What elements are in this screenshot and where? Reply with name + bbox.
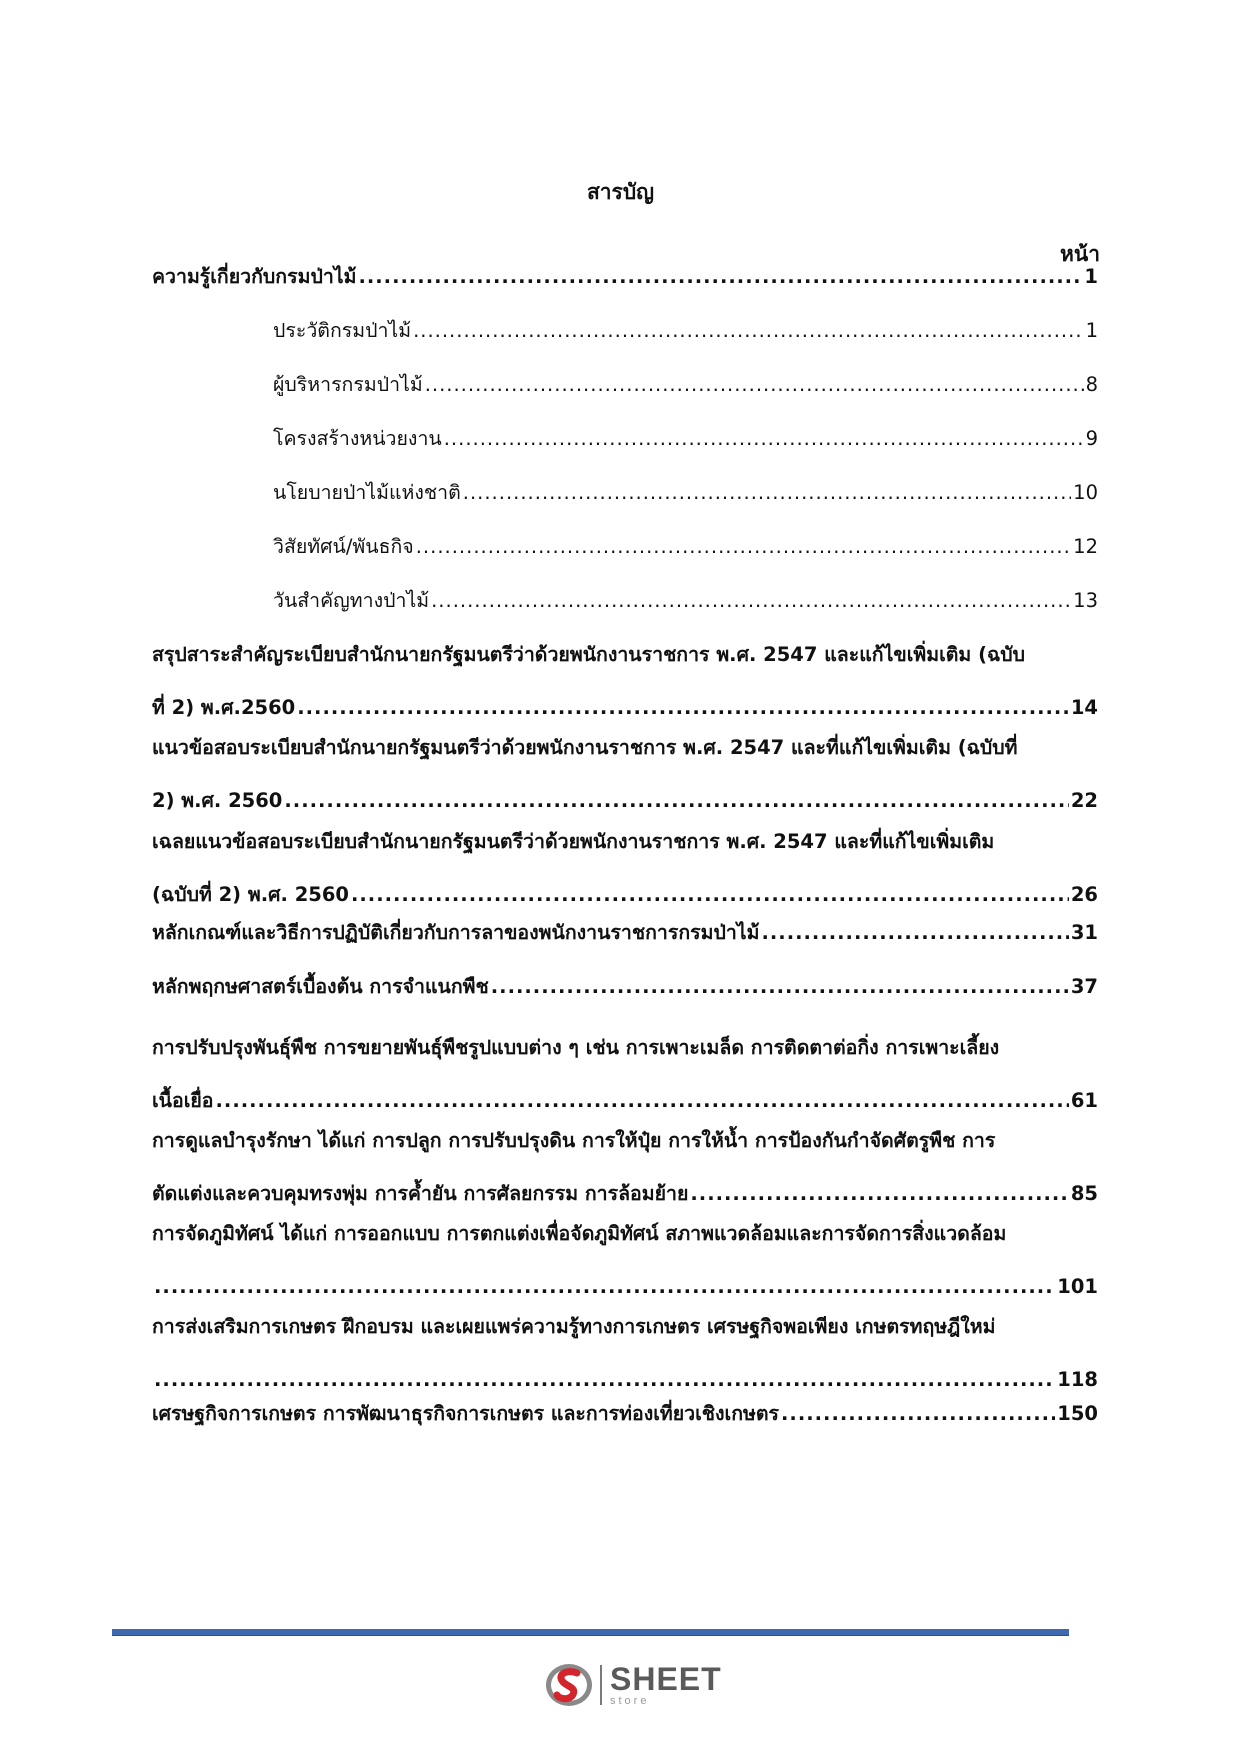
toc-entry-label: ตัดแต่งและควบคุมทรงพุ่ม การค้ำยัน การศัลยกรรม การล้อมย้าย [152, 1182, 689, 1205]
toc-dot-leader [781, 1387, 1055, 1440]
toc-entry-label: ประวัติกรมป่าไม้ [273, 319, 412, 342]
toc-page-number: 13 [1073, 589, 1098, 612]
toc-page-number: 101 [1057, 1275, 1098, 1298]
toc-entry-text-line: แนวข้อสอบระเบียบสำนักนายกรัฐมนตรีว่าด้วยพนักงานราชการ พ.ศ. 2547 และที่แก้ไขเพิ่มเติม (ฉบับที่ [152, 736, 1018, 759]
toc-page-number: 1 [1085, 319, 1098, 342]
toc-dot-leader [491, 960, 1069, 1013]
toc-entry-text-line: การส่งเสริมการเกษตร ฝึกอบรม และเผยแพร่ความรู้ทางการเกษตร เศรษฐกิจพอเพียง เกษตรทฤษฎีใหม่ [152, 1315, 996, 1338]
toc-entry-leader-line [273, 304, 1098, 357]
sheet-store-logo [544, 1657, 722, 1713]
toc-entry-text-line: การดูแลบำรุงรักษา ได้แก่ การปลูก การปรับปรุงดิน การให้ปุ๋ย การให้น้ำ การป้องกันกำจัดศัตรูพืช การ [152, 1129, 996, 1152]
toc-dot-leader [413, 304, 1084, 357]
toc-entry-label: หลักพฤกษศาสตร์เบื้องต้น การจำแนกพืช [152, 975, 489, 998]
toc-page-number: 26 [1070, 883, 1098, 906]
toc-entry-leader-line [273, 574, 1098, 627]
toc-page-number: 61 [1070, 1089, 1098, 1112]
toc-entry-label: ที่ 2) พ.ศ.2560 [152, 696, 296, 719]
sheet-store-s-logo-icon [544, 1660, 594, 1710]
toc-dot-leader [425, 358, 1084, 411]
toc-title: สารบัญ [586, 180, 655, 204]
toc-page-number: 10 [1073, 481, 1098, 504]
toc-dot-leader [358, 250, 1082, 303]
logo-divider [600, 1665, 602, 1705]
logo-main-text: SHEET [610, 1661, 722, 1697]
toc-page-number: 8 [1085, 373, 1098, 396]
toc-entry-label: ผู้บริหารกรมป่าไม้ [273, 373, 423, 396]
toc-entry[interactable] [152, 960, 1098, 1013]
toc-page-number: 37 [1070, 975, 1098, 998]
toc-entry-leader-line [273, 412, 1098, 465]
toc-entry[interactable] [273, 466, 1098, 519]
toc-entry-text-line: การจัดภูมิทัศน์ ได้แก่ การออกแบบ การตกแต่งเพื่อจัดภูมิทัศน์ สภาพแวดล้อมและการจัดการสิ่งแวดล้อม [152, 1222, 1007, 1245]
toc-entry[interactable] [152, 906, 1098, 959]
toc-entry-label: (ฉบับที่ 2) พ.ศ. 2560 [152, 883, 349, 906]
toc-entry-leader-line [152, 1387, 1098, 1440]
toc-entry-label: 2) พ.ศ. 2560 [152, 789, 283, 812]
toc-dot-leader [444, 412, 1084, 465]
toc-entry-label: ความรู้เกี่ยวกับกรมป่าไม้ [152, 265, 357, 288]
toc-page-number: 22 [1070, 789, 1098, 812]
logo-wordmark [610, 1663, 722, 1707]
toc-page-number: 12 [1073, 535, 1098, 558]
toc-page-number: 150 [1057, 1402, 1098, 1425]
toc-entry-label: วันสำคัญทางป่าไม้ [273, 589, 430, 612]
toc-entry-label: นโยบายป่าไม้แห่งชาติ [273, 481, 461, 504]
toc-page-number: 9 [1085, 427, 1098, 450]
toc-page-number: 118 [1057, 1368, 1098, 1391]
toc-dot-leader [761, 906, 1068, 959]
toc-entry[interactable] [152, 1114, 1098, 1220]
toc-entry[interactable] [152, 721, 1098, 827]
toc-entry-leader-line [152, 906, 1098, 959]
toc-entry-leader-line [273, 520, 1098, 573]
toc-dot-leader [463, 466, 1071, 519]
toc-entry[interactable] [152, 1021, 1098, 1127]
toc-entry-leader-line [273, 466, 1098, 519]
toc-entry-text-line: การปรับปรุงพันธุ์พืช การขยายพันธุ์พืชรูปแบบต่าง ๆ เช่น การเพาะเมล็ด การติดตาต่อกิ่ง การเพาะเลี้ยง [152, 1036, 1000, 1059]
toc-entry-leader-line [273, 358, 1098, 411]
toc-entry-label: เนื้อเยื่อ [152, 1089, 214, 1112]
page-column-label: หน้า [1060, 242, 1100, 266]
toc-page-number: 14 [1070, 696, 1098, 719]
toc-entry-leader-line [152, 960, 1098, 1013]
toc-dot-leader [431, 574, 1071, 627]
toc-entry[interactable] [152, 1207, 1098, 1313]
toc-entry-text-line: สรุปสาระสำคัญระเบียบสำนักนายกรัฐมนตรีว่าด้วยพนักงานราชการ พ.ศ. 2547 และแก้ไขเพิ่มเติม (ฉบับ [152, 643, 1026, 666]
footer-rule [112, 1629, 1069, 1636]
toc-entry-label: วิสัยทัศน์/พันธกิจ [273, 535, 414, 558]
toc-entry-label: เศรษฐกิจการเกษตร การพัฒนาธุรกิจการเกษตร และการท่องเที่ยวเชิงเกษตร [152, 1402, 779, 1425]
toc-entry[interactable] [273, 304, 1098, 357]
toc-entry[interactable] [273, 574, 1098, 627]
toc-entry[interactable] [152, 1387, 1098, 1440]
toc-entry[interactable] [273, 412, 1098, 465]
toc-page-number: 31 [1070, 921, 1098, 944]
toc-entry-label: โครงสร้างหน่วยงาน [273, 427, 442, 450]
toc-entry[interactable] [152, 250, 1098, 303]
toc-page-number: 85 [1070, 1182, 1098, 1205]
toc-page-number: 1 [1084, 265, 1098, 288]
toc-entry-text-line: เฉลยแนวข้อสอบระเบียบสำนักนายกรัฐมนตรีว่าด้วยพนักงานราชการ พ.ศ. 2547 และที่แก้ไขเพิ่มเติม [152, 830, 995, 853]
toc-entry[interactable] [152, 628, 1098, 734]
logo-sub-text: store [610, 1695, 650, 1707]
toc-dot-leader [416, 520, 1071, 573]
toc-entry[interactable] [273, 520, 1098, 573]
toc-entry-leader-line [152, 250, 1098, 303]
toc-entry[interactable] [273, 358, 1098, 411]
toc-entry-label: หลักเกณฑ์และวิธีการปฏิบัติเกี่ยวกับการลาของพนักงานราชการกรมป่าไม้ [152, 921, 760, 944]
